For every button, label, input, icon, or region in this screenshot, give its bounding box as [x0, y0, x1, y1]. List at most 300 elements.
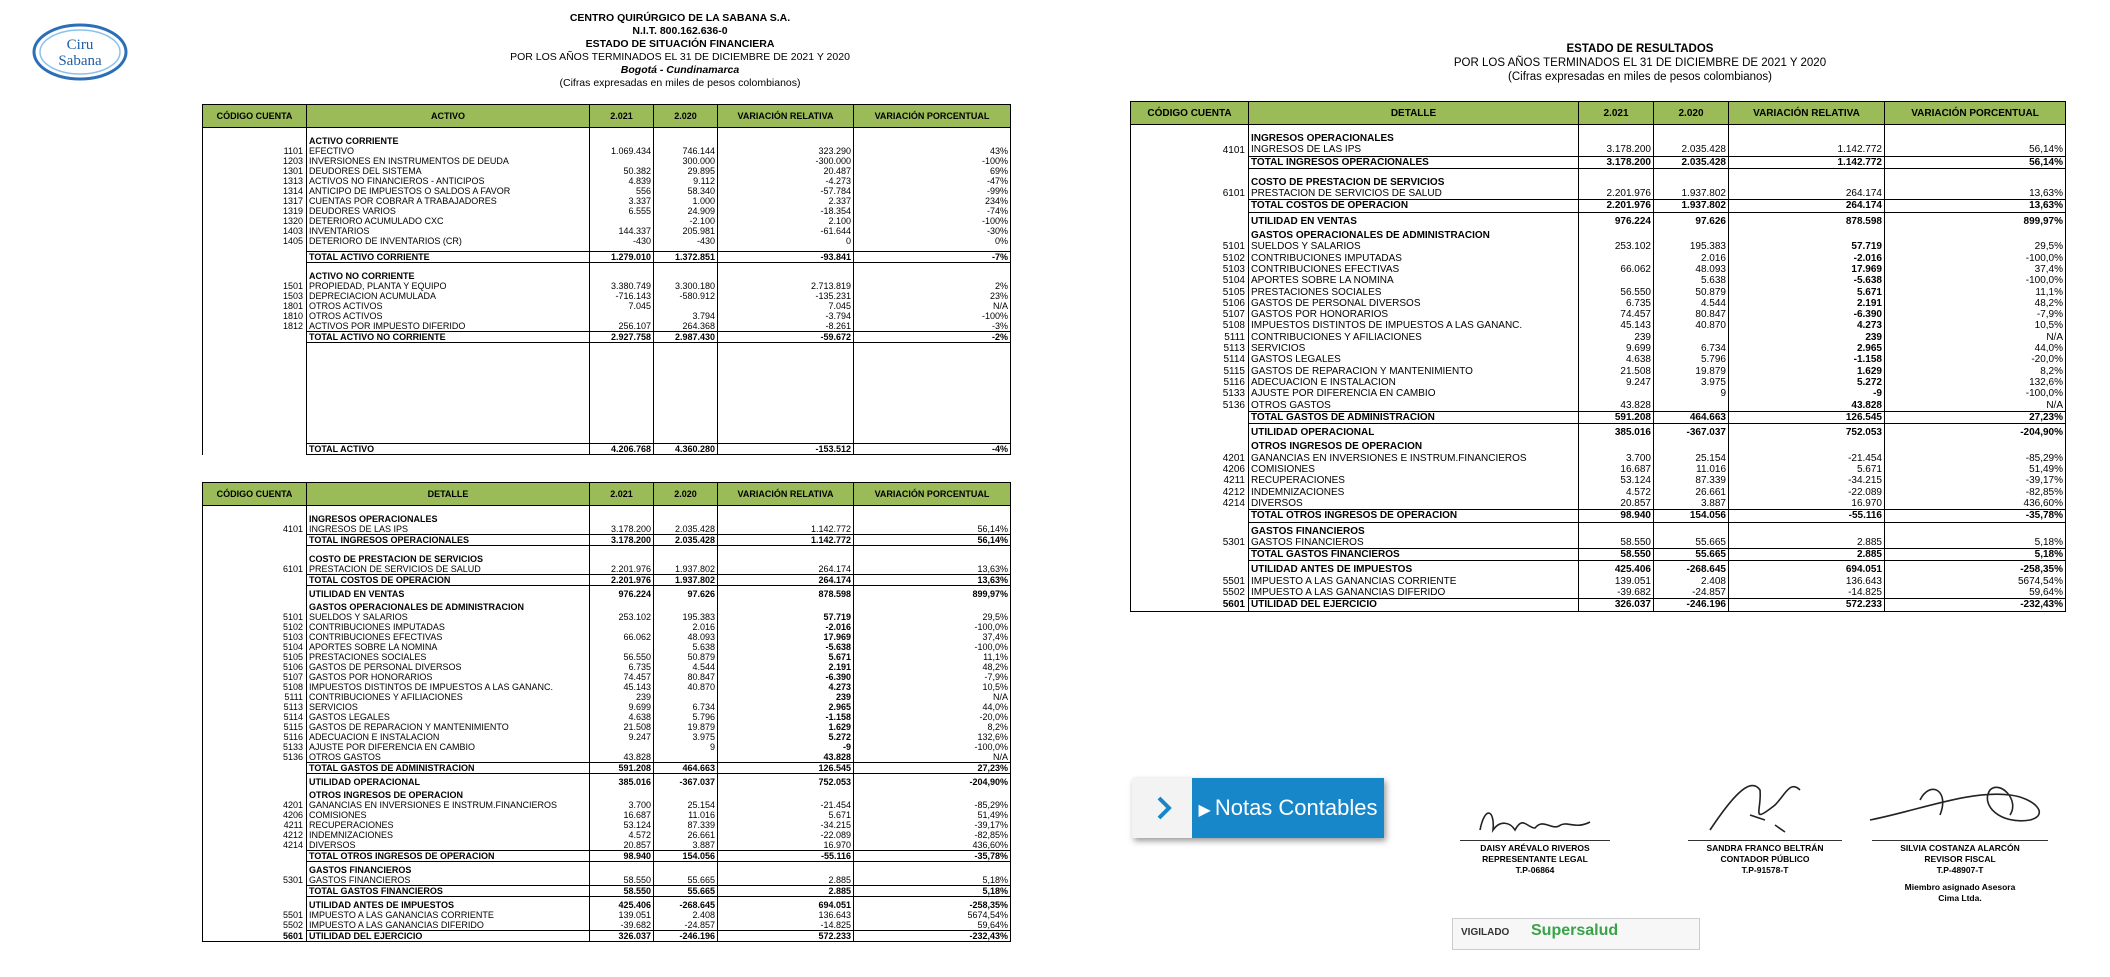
column-header: VARIACIÓN PORCENTUAL — [854, 483, 1011, 506]
table-row — [203, 931, 1011, 942]
cell-2020: 25.154 — [1654, 453, 1729, 464]
cell-2021: 425.406 — [590, 897, 654, 911]
cell-detail: COMISIONES — [1249, 464, 1579, 475]
cell-2021 — [1579, 438, 1654, 452]
cell-code: 5133 — [203, 742, 307, 752]
cell-2021 — [1579, 227, 1654, 241]
cell-var-pct: -100,0% — [854, 642, 1011, 652]
cell-2020: 195.383 — [1654, 241, 1729, 252]
cell-2021: 1.279.010 — [590, 252, 654, 263]
cell-var-rel: 43.828 — [718, 752, 854, 763]
cell-2020: 2.035.428 — [1654, 144, 1729, 156]
table-row — [203, 875, 1011, 886]
cell-code: 6101 — [203, 564, 307, 575]
cell-detail: INDEMNIZACIONES — [307, 830, 590, 840]
cell-code: 1405 — [203, 236, 307, 246]
table-row — [1131, 438, 2066, 452]
cell-2020: 1.937.802 — [1654, 200, 1729, 212]
sig2-name: SANDRA FRANCO BELTRÁN — [1688, 840, 1842, 854]
table-row — [1131, 487, 2066, 498]
cell-var-pct: 56,14% — [1885, 156, 2066, 168]
table-row — [1131, 475, 2066, 486]
cell-2020: 746.144 — [654, 146, 718, 156]
cell-2020: 11.016 — [1654, 464, 1729, 475]
cell-var-rel: 0 — [718, 236, 854, 246]
cell-detail: DEUDORES DEL SISTEMA — [307, 166, 590, 176]
cell-2020: 9 — [1654, 388, 1729, 399]
cell-2020 — [654, 862, 718, 876]
cell-2020: 2.408 — [654, 910, 718, 920]
cell-2021 — [590, 551, 654, 564]
cell-var-rel: -34.215 — [718, 820, 854, 830]
cell-2021: 45.143 — [1579, 320, 1654, 331]
cell-detail: TOTAL GASTOS DE ADMINISTRACION — [1249, 411, 1579, 423]
cell-2020 — [654, 511, 718, 524]
table-row — [203, 722, 1011, 732]
cell-2020: 40.870 — [654, 682, 718, 692]
table-row — [1131, 354, 2066, 365]
cell-2020: 3.794 — [654, 311, 718, 321]
cell-2020: 97.626 — [1654, 212, 1729, 227]
cell-2021: 326.037 — [1579, 599, 1654, 611]
cell-2020: -246.196 — [1654, 599, 1729, 611]
cell-2021: 976.224 — [590, 586, 654, 600]
cell-var-rel: 17.969 — [718, 632, 854, 642]
table-row — [1131, 498, 2066, 510]
cell-var-pct: 11,1% — [1885, 287, 2066, 298]
cell-var-pct: -20,0% — [1885, 354, 2066, 365]
cell-2020: 55.665 — [1654, 537, 1729, 549]
sig1-name: DAISY ARÉVALO RIVEROS — [1460, 840, 1610, 854]
cell-var-rel: 752.053 — [718, 774, 854, 788]
balance-note: (Cifras expresadas en miles de pesos colombianos) — [559, 77, 801, 89]
cell-var-rel: -153.512 — [718, 444, 854, 455]
cell-2020: 2.987.430 — [654, 332, 718, 343]
cell-code: 5106 — [203, 662, 307, 672]
cell-code: 5601 — [1131, 599, 1249, 611]
cell-var-rel: 57.719 — [718, 612, 854, 622]
cell-2021: 58.550 — [1579, 549, 1654, 561]
cell-2020: -246.196 — [654, 931, 718, 942]
cell-2021: 53.124 — [1579, 475, 1654, 486]
table-row — [203, 763, 1011, 774]
cell-code: 5114 — [1131, 354, 1249, 365]
cell-var-rel: -61.644 — [718, 226, 854, 236]
cell-detail: TOTAL GASTOS DE ADMINISTRACION — [307, 763, 590, 774]
table-row — [203, 511, 1011, 524]
cell-code: 5136 — [203, 752, 307, 763]
cell-detail: TOTAL INGRESOS OPERACIONALES — [307, 535, 590, 546]
table-row — [203, 551, 1011, 564]
cell-code: 5111 — [203, 692, 307, 702]
cell-2020: 3.887 — [1654, 498, 1729, 510]
table-row — [203, 599, 1011, 612]
cell-var-pct: 13,63% — [1885, 188, 2066, 200]
table-row — [203, 186, 1011, 196]
table-row — [1131, 253, 2066, 264]
column-header: DETALLE — [307, 483, 590, 506]
cell-var-rel: -1.158 — [1729, 354, 1885, 365]
cell-detail: CONTRIBUCIONES IMPUTADAS — [307, 622, 590, 632]
cell-detail: OTROS INGRESOS DE OPERACION — [307, 787, 590, 800]
cell-detail: PRESTACION DE SERVICIOS DE SALUD — [307, 564, 590, 575]
cell-detail: CONTRIBUCIONES IMPUTADAS — [1249, 253, 1579, 264]
cell-2021 — [590, 133, 654, 146]
cell-detail: ACTIVOS NO FINANCIEROS - ANTICIPOS — [307, 176, 590, 186]
cell-var-pct: 5,18% — [854, 875, 1011, 886]
signature-fiscal-reviewer — [1850, 770, 2070, 904]
cell-code: 4101 — [1131, 144, 1249, 156]
cell-2020: -268.645 — [654, 897, 718, 911]
table-row — [203, 622, 1011, 632]
cell-2020: 4.360.280 — [654, 444, 718, 455]
cell-var-rel: 2.191 — [718, 662, 854, 672]
cell-2020: 3.887 — [654, 840, 718, 851]
cell-2020: 55.665 — [1654, 549, 1729, 561]
cell-var-rel — [1729, 438, 1885, 452]
cell-detail: INVERSIONES EN INSTRUMENTOS DE DEUDA — [307, 156, 590, 166]
cell-2021: 74.457 — [590, 672, 654, 682]
cell-var-pct: -85,29% — [1885, 453, 2066, 464]
cell-detail: OTROS GASTOS — [1249, 400, 1579, 412]
cell-2020: -367.037 — [1654, 424, 1729, 439]
table-row — [203, 281, 1011, 291]
cell-detail: TOTAL OTROS INGRESOS DE OPERACION — [307, 851, 590, 862]
cell-var-pct — [854, 343, 1011, 444]
cell-2020 — [1654, 174, 1729, 188]
cell-var-pct: 51,49% — [1885, 464, 2066, 475]
cell-detail: IMPUESTO A LAS GANANCIAS CORRIENTE — [307, 910, 590, 920]
cell-code: 4211 — [203, 820, 307, 830]
table-row — [1131, 200, 2066, 212]
cell-detail: PRESTACIONES SOCIALES — [307, 652, 590, 662]
signature-legal-rep — [1440, 800, 1630, 876]
cell-code: 5136 — [1131, 400, 1249, 412]
cell-var-rel — [718, 787, 854, 800]
cell-var-pct: -100,0% — [1885, 275, 2066, 286]
cell-var-rel — [718, 862, 854, 876]
cell-2020 — [654, 752, 718, 763]
column-header: CÓDIGO CUENTA — [1131, 102, 1249, 125]
cell-code: 4214 — [203, 840, 307, 851]
cell-2021: 56.550 — [1579, 287, 1654, 298]
cell-var-pct: 436,60% — [1885, 498, 2066, 510]
cell-var-pct: -100,0% — [854, 622, 1011, 632]
cell-var-rel: 323.290 — [718, 146, 854, 156]
cell-detail: CUENTAS POR COBRAR A TRABAJADORES — [307, 196, 590, 206]
cell-var-rel — [718, 268, 854, 281]
cell-detail: INGRESOS OPERACIONALES — [1249, 130, 1579, 144]
cell-var-pct: 59,64% — [1885, 587, 2066, 599]
cell-2021 — [590, 268, 654, 281]
cell-2021: 58.550 — [590, 875, 654, 886]
cell-var-pct: 5,18% — [854, 886, 1011, 897]
cell-var-rel: 4.273 — [1729, 320, 1885, 331]
cell-2020: 4.544 — [654, 662, 718, 672]
cell-detail: IMPUESTO A LAS GANANCIAS DIFERIDO — [1249, 587, 1579, 599]
cell-detail: PROPIEDAD, PLANTA Y EQUIPO — [307, 281, 590, 291]
cell-code: 5113 — [1131, 343, 1249, 354]
cell-var-pct: -4% — [854, 444, 1011, 455]
cell-code — [203, 575, 307, 586]
cell-2021: -716.143 — [590, 291, 654, 301]
cell-2021: 3.380.749 — [590, 281, 654, 291]
table-row — [203, 156, 1011, 166]
table-row — [1131, 400, 2066, 412]
cell-code — [203, 774, 307, 788]
cell-2021: 976.224 — [1579, 212, 1654, 227]
table-row — [203, 252, 1011, 263]
cell-var-rel: -34.215 — [1729, 475, 1885, 486]
cell-var-pct: 5,18% — [1885, 537, 2066, 549]
table-row — [203, 564, 1011, 575]
table-row — [1131, 377, 2066, 388]
cell-code — [1131, 510, 1249, 522]
cell-var-rel: -57.784 — [718, 186, 854, 196]
cell-var-pct: N/A — [854, 752, 1011, 763]
cell-2020: -2.100 — [654, 216, 718, 226]
cell-detail: SUELDOS Y SALARIOS — [1249, 241, 1579, 252]
cell-2020: 26.661 — [1654, 487, 1729, 498]
cell-2021: 21.508 — [590, 722, 654, 732]
cell-code — [1131, 561, 1249, 576]
cell-var-rel: -300.000 — [718, 156, 854, 166]
cell-2020: 205.981 — [654, 226, 718, 236]
cell-var-pct: 56,14% — [1885, 144, 2066, 156]
supersalud-brand: Supersalud — [1531, 922, 1619, 939]
cell-code: 4214 — [1131, 498, 1249, 510]
cell-detail: TOTAL COSTOS DE OPERACION — [307, 575, 590, 586]
table-row — [1131, 388, 2066, 399]
cell-code: 4206 — [1131, 464, 1249, 475]
cell-2020 — [1654, 400, 1729, 412]
table-row — [203, 226, 1011, 236]
cell-detail: TOTAL COSTOS DE OPERACION — [1249, 200, 1579, 212]
cell-var-rel: 878.598 — [1729, 212, 1885, 227]
table-row — [1131, 264, 2066, 275]
table-row — [1131, 188, 2066, 200]
table-row — [203, 810, 1011, 820]
cell-2020 — [654, 301, 718, 311]
table-row — [1131, 424, 2066, 439]
cell-code: 1801 — [203, 301, 307, 311]
cell-var-pct: 899,97% — [1885, 212, 2066, 227]
cell-code: 5105 — [1131, 287, 1249, 298]
column-header: VARIACIÓN RELATIVA — [718, 105, 854, 128]
cell-detail: IMPUESTO A LAS GANANCIAS CORRIENTE — [1249, 576, 1579, 587]
cell-var-pct: 10,5% — [854, 682, 1011, 692]
cell-2021: 58.550 — [1579, 537, 1654, 549]
column-header: VARIACIÓN RELATIVA — [718, 483, 854, 506]
cell-code: 5101 — [1131, 241, 1249, 252]
cell-var-pct: N/A — [854, 301, 1011, 311]
cell-2021: 66.062 — [1579, 264, 1654, 275]
table-row — [203, 332, 1011, 343]
cell-code: 6101 — [1131, 188, 1249, 200]
cell-detail: GASTOS OPERACIONALES DE ADMINISTRACION — [307, 599, 590, 612]
company-nit: N.I.T. 800.162.636-0 — [632, 25, 728, 37]
cell-var-pct: 8,2% — [1885, 366, 2066, 377]
cell-detail: OTROS INGRESOS DE OPERACION — [1249, 438, 1579, 452]
vigilado-label: VIGILADO — [1461, 927, 1510, 938]
cell-var-rel: 5.671 — [718, 652, 854, 662]
cell-code — [203, 332, 307, 343]
cell-var-pct: 29,5% — [854, 612, 1011, 622]
cell-var-rel: 2.965 — [718, 702, 854, 712]
cell-var-rel: 264.174 — [718, 564, 854, 575]
cell-var-pct: 132,6% — [854, 732, 1011, 742]
cell-var-rel: 752.053 — [1729, 424, 1885, 439]
cell-2021: 239 — [590, 692, 654, 702]
cell-var-rel: -8.261 — [718, 321, 854, 332]
cell-var-rel: 572.233 — [718, 931, 854, 942]
table-row — [203, 311, 1011, 321]
cell-var-rel: -14.825 — [1729, 587, 1885, 599]
cell-code: 5116 — [1131, 377, 1249, 388]
table-row — [203, 133, 1011, 146]
cell-var-pct: 23% — [854, 291, 1011, 301]
cell-2021 — [1579, 388, 1654, 399]
table-row — [203, 752, 1011, 763]
cell-var-pct: 10,5% — [1885, 320, 2066, 331]
notas-contables-button[interactable] — [1132, 778, 1384, 838]
cell-2020: 11.016 — [654, 810, 718, 820]
column-header: 2.020 — [654, 483, 718, 506]
cell-code — [1131, 424, 1249, 439]
cell-var-pct: 27,23% — [854, 763, 1011, 774]
cell-detail: ACTIVO NO CORRIENTE — [307, 268, 590, 281]
cell-code — [203, 268, 307, 281]
cell-code: 4211 — [1131, 475, 1249, 486]
cell-detail: GASTOS OPERACIONALES DE ADMINISTRACION — [1249, 227, 1579, 241]
company-logo — [32, 22, 128, 82]
table-row — [1131, 332, 2066, 343]
sig1-id: T.P-06864 — [1515, 865, 1555, 875]
table-row — [1131, 275, 2066, 286]
cell-var-pct: -20,0% — [854, 712, 1011, 722]
cell-2021: 9.699 — [590, 702, 654, 712]
cell-2020: 58.340 — [654, 186, 718, 196]
table-row — [203, 662, 1011, 672]
cell-detail: INDEMNIZACIONES — [1249, 487, 1579, 498]
cell-2020: 55.665 — [654, 875, 718, 886]
income-table-right-header — [1131, 102, 2066, 125]
cell-detail: DETERIORO ACUMULADO CXC — [307, 216, 590, 226]
cell-detail: DIVERSOS — [1249, 498, 1579, 510]
cell-detail: INGRESOS DE LAS IPS — [307, 524, 590, 535]
table-row — [203, 268, 1011, 281]
cell-var-pct: 48,2% — [854, 662, 1011, 672]
table-row — [1131, 453, 2066, 464]
cell-2020: 1.372.851 — [654, 252, 718, 263]
cell-code — [203, 133, 307, 146]
cell-var-pct — [1885, 174, 2066, 188]
table-row — [203, 732, 1011, 742]
cell-var-pct: 56,14% — [854, 535, 1011, 546]
cell-var-rel: -2.016 — [718, 622, 854, 632]
table-row — [203, 851, 1011, 862]
cell-var-rel: 43.828 — [1729, 400, 1885, 412]
cell-2021: 144.337 — [590, 226, 654, 236]
cell-code: 4201 — [203, 800, 307, 810]
cell-var-pct: 2% — [854, 281, 1011, 291]
cell-var-rel: 1.142.772 — [1729, 156, 1885, 168]
cell-code: 5101 — [203, 612, 307, 622]
income-period: POR LOS AÑOS TERMINADOS EL 31 DE DICIEMBRE DE 2021 Y 2020 — [1453, 57, 1827, 69]
cell-code — [1131, 227, 1249, 241]
cell-2021: 6.555 — [590, 206, 654, 216]
play-icon — [1132, 778, 1192, 838]
cell-2021: 43.828 — [590, 752, 654, 763]
cell-code — [203, 599, 307, 612]
cell-var-pct: -99% — [854, 186, 1011, 196]
cell-code: 5502 — [1131, 587, 1249, 599]
cell-2020 — [654, 599, 718, 612]
cell-var-rel — [1729, 522, 1885, 537]
cell-code: 5108 — [203, 682, 307, 692]
cell-var-rel: -22.089 — [718, 830, 854, 840]
cell-2021: 591.208 — [1579, 411, 1654, 423]
table-row — [203, 652, 1011, 662]
cell-2021: 2.201.976 — [590, 575, 654, 586]
cell-2020: 464.663 — [1654, 411, 1729, 423]
table-row — [1131, 241, 2066, 252]
cell-detail: IMPUESTO A LAS GANANCIAS DIFERIDO — [307, 920, 590, 931]
cell-code — [203, 851, 307, 862]
cell-var-pct — [1885, 227, 2066, 241]
cell-detail: EFECTIVO — [307, 146, 590, 156]
cell-var-rel: -4.273 — [718, 176, 854, 186]
cell-var-pct: -100,0% — [1885, 253, 2066, 264]
cell-2021: 58.550 — [590, 886, 654, 897]
column-header: 2.020 — [654, 105, 718, 128]
cell-2021: -430 — [590, 236, 654, 246]
cell-2021: 4.572 — [1579, 487, 1654, 498]
cell-code — [203, 763, 307, 774]
cell-2021: 239 — [1579, 332, 1654, 343]
cell-2021: 326.037 — [590, 931, 654, 942]
logo-line2: Sabana — [58, 53, 102, 69]
cell-var-pct — [854, 599, 1011, 612]
cell-var-rel: -9 — [718, 742, 854, 752]
cell-2020: -24.857 — [654, 920, 718, 931]
cell-var-pct: N/A — [1885, 400, 2066, 412]
cell-2021: 45.143 — [590, 682, 654, 692]
cell-detail: IMPUESTOS DISTINTOS DE IMPUESTOS A LAS GANANC. — [307, 682, 590, 692]
cell-2021 — [590, 622, 654, 632]
cell-var-rel: 1.142.772 — [718, 535, 854, 546]
cell-var-rel: 264.174 — [718, 575, 854, 586]
cell-var-pct: -82,85% — [854, 830, 1011, 840]
cell-var-rel: 694.051 — [1729, 561, 1885, 576]
cell-2021: 43.828 — [1579, 400, 1654, 412]
table-row — [1131, 522, 2066, 537]
cell-2020 — [654, 787, 718, 800]
cell-2020: -24.857 — [1654, 587, 1729, 599]
cell-2020: 5.796 — [1654, 354, 1729, 365]
table-row — [203, 712, 1011, 722]
cell-2021: 3.178.200 — [590, 535, 654, 546]
cell-var-pct — [854, 862, 1011, 876]
income-statement-table-right — [1130, 101, 2066, 612]
cell-2020: 2.035.428 — [654, 535, 718, 546]
cell-detail: OTROS ACTIVOS — [307, 301, 590, 311]
cell-var-pct: -232,43% — [1885, 599, 2066, 611]
cell-var-pct: 13,63% — [854, 564, 1011, 575]
cell-detail: PRESTACION DE SERVICIOS DE SALUD — [1249, 188, 1579, 200]
table-row — [203, 642, 1011, 652]
cell-2021: 20.857 — [1579, 498, 1654, 510]
